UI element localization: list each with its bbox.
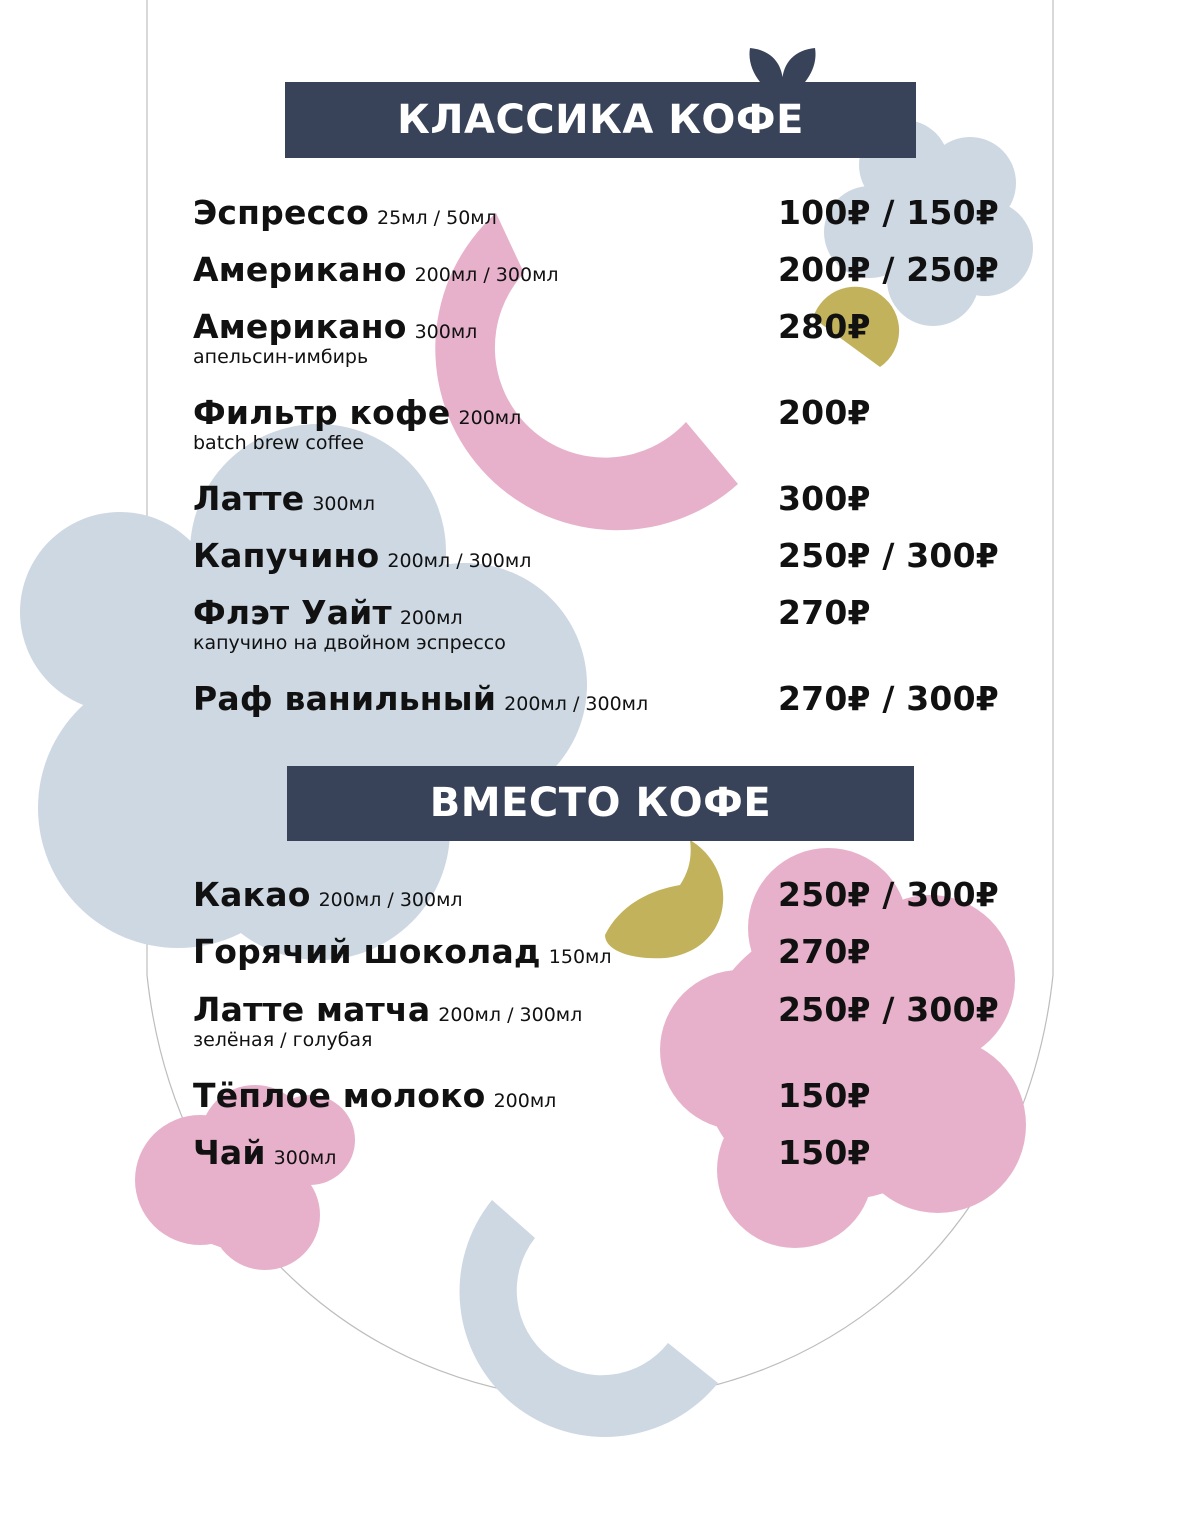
- item-name: Эспрессо: [193, 193, 369, 232]
- item-price: 250₽ / 300₽: [778, 990, 999, 1029]
- item-name: Тёплое молоко: [193, 1076, 486, 1115]
- menu-item: [193, 536, 763, 575]
- item-price: 270₽: [778, 932, 871, 971]
- item-volume: 300мл: [414, 321, 478, 343]
- item-price: 280₽: [778, 307, 871, 346]
- item-volume: 200мл / 300мл: [318, 889, 463, 911]
- menu-item: [193, 1133, 763, 1172]
- item-name: Чай: [193, 1133, 266, 1172]
- item-name: Флэт Уайт: [193, 593, 392, 632]
- item-price: 200₽ / 250₽: [778, 250, 999, 289]
- menu-item: [193, 875, 763, 914]
- item-price: 150₽: [778, 1133, 871, 1172]
- item-name: Капучино: [193, 536, 380, 575]
- section-title-instead-of-coffee: ВМЕСТО КОФЕ: [287, 766, 914, 841]
- item-name: Американо: [193, 250, 407, 289]
- item-volume: 200мл: [399, 607, 463, 629]
- menu-item: [193, 193, 763, 232]
- item-price: 250₽ / 300₽: [778, 875, 999, 914]
- item-name: Фильтр кофе: [193, 393, 451, 432]
- item-volume: 300мл: [312, 493, 376, 515]
- item-note: зелёная / голубая: [193, 1029, 373, 1051]
- item-volume: 200мл / 300мл: [438, 1004, 583, 1026]
- item-name: Горячий шоколад: [193, 932, 541, 971]
- menu-item: [193, 1076, 763, 1115]
- menu-item: [193, 990, 763, 1051]
- item-name: Латте: [193, 479, 305, 518]
- menu-item: [193, 932, 763, 971]
- menu-item: [193, 593, 763, 654]
- item-volume: 200мл / 300мл: [414, 264, 559, 286]
- item-price: 150₽: [778, 1076, 871, 1115]
- menu-item: [193, 679, 763, 718]
- item-name: Какао: [193, 875, 311, 914]
- item-name: Латте матча: [193, 990, 431, 1029]
- item-price: 200₽: [778, 393, 871, 432]
- item-name: Раф ванильный: [193, 679, 497, 718]
- menu-item: [193, 479, 763, 518]
- item-price: 250₽ / 300₽: [778, 536, 999, 575]
- item-volume: 200мл / 300мл: [504, 693, 649, 715]
- item-volume: 150мл: [548, 946, 612, 968]
- item-note: капучино на двойном эспрессо: [193, 632, 506, 654]
- item-price: 270₽ / 300₽: [778, 679, 999, 718]
- section-title-coffee: КЛАССИКА КОФЕ: [285, 82, 916, 158]
- item-volume: 200мл: [493, 1090, 557, 1112]
- menu-item: [193, 307, 763, 368]
- item-name: Американо: [193, 307, 407, 346]
- item-price: 300₽: [778, 479, 871, 518]
- item-volume: 200мл / 300мл: [387, 550, 532, 572]
- item-volume: 25мл / 50мл: [376, 207, 497, 229]
- item-note: batch brew coffee: [193, 432, 364, 454]
- menu-item: [193, 393, 763, 454]
- item-price: 270₽: [778, 593, 871, 632]
- item-volume: 300мл: [273, 1147, 337, 1169]
- item-volume: 200мл: [458, 407, 522, 429]
- item-note: апельсин-имбирь: [193, 346, 369, 368]
- item-price: 100₽ / 150₽: [778, 193, 999, 232]
- menu-item: [193, 250, 763, 289]
